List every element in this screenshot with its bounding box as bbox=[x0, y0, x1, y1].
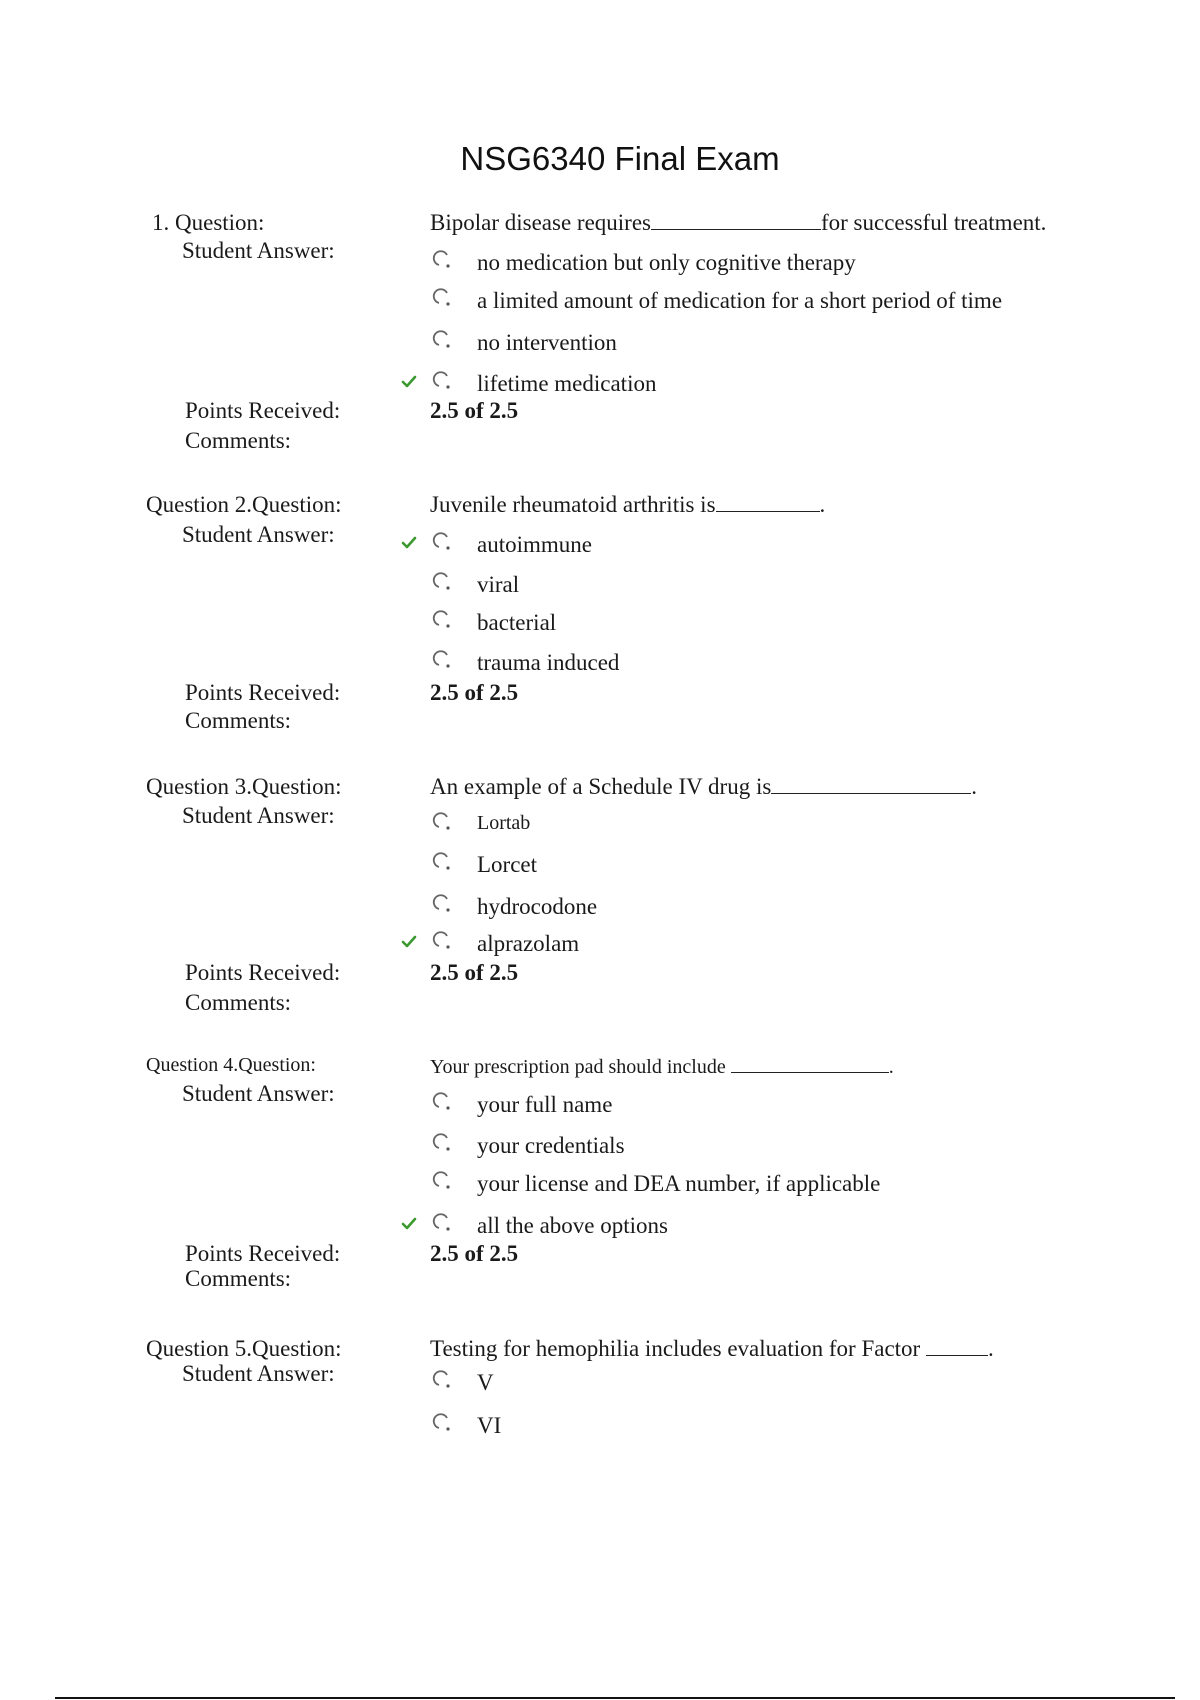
page-divider bbox=[55, 1697, 1175, 1699]
points-value: 2.5 of 2.5 bbox=[430, 1241, 519, 1266]
points-value: 2.5 of 2.5 bbox=[430, 398, 519, 423]
radio-button-icon[interactable] bbox=[432, 1211, 454, 1237]
comments-label: Comments: bbox=[185, 1266, 292, 1291]
option-label: viral bbox=[477, 572, 520, 597]
radio-button-icon[interactable] bbox=[432, 328, 454, 354]
radio-button-icon[interactable] bbox=[432, 369, 454, 395]
option-label: VI bbox=[477, 1413, 502, 1438]
page-title: NSG6340 Final Exam bbox=[460, 140, 780, 177]
student-answer-label: Student Answer: bbox=[182, 803, 335, 828]
radio-button-icon[interactable] bbox=[432, 929, 454, 955]
radio-button-icon[interactable] bbox=[432, 530, 454, 556]
points-value: 2.5 of 2.5 bbox=[430, 960, 519, 985]
option-label: V bbox=[477, 1370, 494, 1395]
comments-label: Comments: bbox=[185, 428, 292, 453]
student-answer-label: Student Answer: bbox=[182, 238, 335, 263]
question-heading: Question 4.Question: bbox=[146, 1054, 316, 1076]
comments-label: Comments: bbox=[185, 990, 292, 1015]
option-label: Lortab bbox=[477, 812, 531, 834]
radio-button-icon[interactable] bbox=[432, 1169, 454, 1195]
option-label: lifetime medication bbox=[477, 371, 657, 396]
points-received-label: Points Received: bbox=[185, 960, 341, 985]
option-label: trauma induced bbox=[477, 650, 620, 675]
option-label: no intervention bbox=[477, 330, 617, 355]
radio-button-icon[interactable] bbox=[432, 1368, 454, 1394]
checkmark-icon bbox=[400, 534, 418, 552]
option-label: your credentials bbox=[477, 1133, 625, 1158]
question-text: An example of a Schedule IV drug is . bbox=[430, 774, 978, 799]
option-label: all the above options bbox=[477, 1213, 668, 1238]
option-label: your full name bbox=[477, 1092, 613, 1117]
question-heading: Question 5.Question: bbox=[146, 1336, 342, 1361]
radio-button-icon[interactable] bbox=[432, 892, 454, 918]
question-heading: 1. Question: bbox=[152, 210, 265, 235]
question-heading: Question 3.Question: bbox=[146, 774, 342, 799]
radio-button-icon[interactable] bbox=[432, 570, 454, 596]
points-received-label: Points Received: bbox=[185, 1241, 341, 1266]
checkmark-icon bbox=[400, 933, 418, 951]
question-text: Your prescription pad should include . bbox=[430, 1056, 894, 1078]
radio-button-icon[interactable] bbox=[432, 1131, 454, 1157]
option-label: your license and DEA number, if applicable bbox=[477, 1171, 881, 1196]
points-received-label: Points Received: bbox=[185, 398, 341, 423]
question-text: Juvenile rheumatoid arthritis is . bbox=[430, 492, 826, 517]
checkmark-icon bbox=[400, 373, 418, 391]
option-label: bacterial bbox=[477, 610, 557, 635]
radio-button-icon[interactable] bbox=[432, 248, 454, 274]
question-text: Bipolar disease requires for successful treatment. bbox=[430, 210, 1047, 235]
question-text: Testing for hemophilia includes evaluation for Factor . bbox=[430, 1336, 994, 1361]
option-label: a limited amount of medication for a short period of time bbox=[477, 288, 1003, 313]
option-label: hydrocodone bbox=[477, 894, 598, 919]
student-answer-label: Student Answer: bbox=[182, 522, 335, 547]
points-value: 2.5 of 2.5 bbox=[430, 680, 519, 705]
student-answer-label: Student Answer: bbox=[182, 1081, 335, 1106]
radio-button-icon[interactable] bbox=[432, 648, 454, 674]
radio-button-icon[interactable] bbox=[432, 286, 454, 312]
radio-button-icon[interactable] bbox=[432, 1411, 454, 1437]
checkmark-icon bbox=[400, 1215, 418, 1233]
option-label: no medication but only cognitive therapy bbox=[477, 250, 856, 275]
comments-label: Comments: bbox=[185, 708, 292, 733]
student-answer-label: Student Answer: bbox=[182, 1361, 335, 1386]
question-heading: Question 2.Question: bbox=[146, 492, 342, 517]
radio-button-icon[interactable] bbox=[432, 850, 454, 876]
points-received-label: Points Received: bbox=[185, 680, 341, 705]
radio-button-icon[interactable] bbox=[432, 608, 454, 634]
option-label: alprazolam bbox=[477, 931, 580, 956]
radio-button-icon[interactable] bbox=[432, 1090, 454, 1116]
option-label: autoimmune bbox=[477, 532, 592, 557]
radio-button-icon[interactable] bbox=[432, 810, 454, 836]
option-label: Lorcet bbox=[477, 852, 538, 877]
